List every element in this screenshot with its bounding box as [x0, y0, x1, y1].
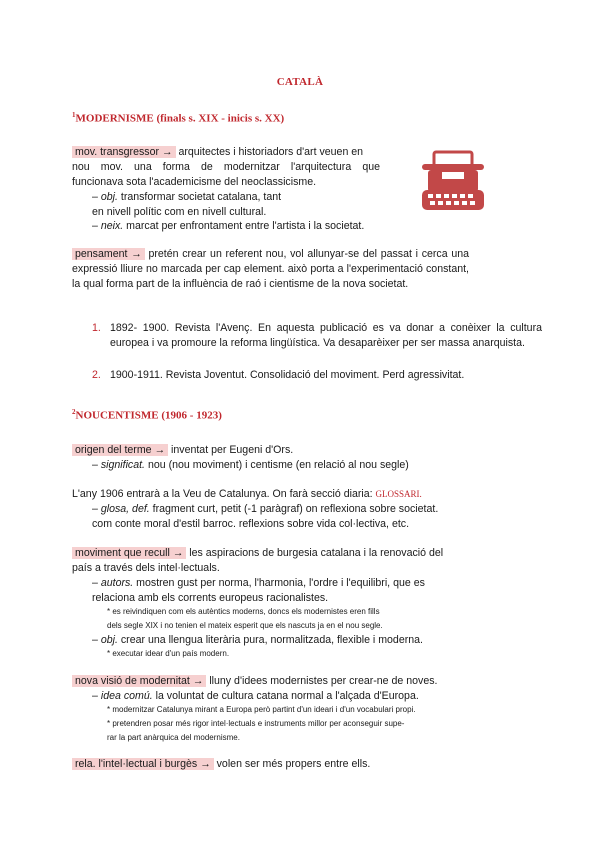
origen-text: inventat per Eugeni d'Ors.: [168, 444, 294, 456]
rela-label: rela. l'intel·lectual i burgès →: [72, 758, 214, 770]
note-pretendren-2: rar la part anàrquica del modernisme.: [107, 733, 240, 742]
dash: –: [92, 503, 101, 515]
obj-line-2: en nivell polític com en nivell cultural.: [92, 206, 267, 218]
rela-line: [72, 757, 370, 771]
idea-label: idea comú.: [100, 690, 153, 702]
moviment-label: moviment que recull →: [72, 547, 186, 559]
note-moderns-2: dels segle XIX i no tenien el mateix esperit que els nascuts ja en el nou segle.: [107, 621, 383, 630]
section-number: 2: [72, 408, 76, 416]
mov-transgressor-label: mov. transgressor →: [72, 146, 176, 158]
note-modernitzar: * modernitzar Catalunya mirant a Europa però partint d'un ideari i d'un vocabulari propi.: [107, 705, 416, 714]
pensament-text: pretén crear un referent nou, vol allunyar-se del passat i cerca una expressió lliure no marcada per cap element. això porta a l'experimentació constant, la qual forma part de la influència de raó i cientisme de la nova societat.: [72, 248, 470, 290]
mov-transgressor-text: arquitectes i historiadors d'art veuen en: [178, 146, 364, 158]
section-heading-modernisme: [72, 111, 284, 125]
origen-label: origen del terme →: [72, 444, 168, 456]
moviment-text: les aspiracions de burgesia catalana i la renovació del: [186, 547, 444, 559]
obj-line: [92, 190, 281, 204]
origen-line: [72, 443, 293, 457]
list-number-2: 2.: [92, 369, 101, 381]
neix-label: neix.: [100, 220, 124, 232]
list-item-2: 1900-1911. Revista Joventut. Consolidació del moviment. Perd agressivitat.: [110, 369, 465, 381]
note-moderns-1: * es reivindiquen com els autèntics moderns, doncs els modernistes eren fills: [107, 607, 380, 616]
section-heading-text: NOUCENTISME (1906 - 1923): [75, 409, 222, 422]
glosa-text: fragment curt, petit (-1 paràgraf) on reflexiona sobre societat.: [149, 503, 439, 515]
glosa-label: glosa, def.: [100, 503, 150, 515]
mov-transgressor-line-3: funcionava sota l'academicisme del neoclassicisme.: [72, 176, 317, 188]
moviment-line-2: país a través dels intel·lectuals.: [72, 562, 220, 574]
glosa-line: [92, 502, 438, 516]
any-1906-text: L'any 1906 entrarà a la Veu de Catalunya. On farà secció diaria:: [72, 488, 376, 500]
dash: –: [92, 191, 101, 203]
visio-line: [72, 674, 437, 688]
typewriter-icon: [418, 150, 488, 212]
idea-line: [92, 689, 419, 703]
any-1906-line: [72, 487, 422, 501]
dash: –: [92, 690, 101, 702]
moviment-line: [72, 546, 443, 560]
pensament-label: pensament →: [72, 248, 145, 260]
note-pretendren-1: * pretendren posar més rigor intel·lectuals e instruments millor per aconseguir supe-: [107, 719, 405, 728]
obj-label: obj.: [100, 634, 118, 646]
autors-text: mostren gust per norma, l'harmonia, l'ordre i l'equilibri, que es: [133, 577, 425, 589]
autors-label: autors.: [100, 577, 134, 589]
autors-line: [92, 576, 425, 590]
glossari-label: GLOSSARI.: [375, 489, 422, 499]
section-heading-noucentisme: [72, 408, 222, 422]
significat-label: significat.: [100, 459, 146, 471]
visio-text: lluny d'idees modernistes per crear-ne de noves.: [206, 675, 438, 687]
dash: –: [92, 634, 101, 646]
dash: –: [92, 220, 101, 232]
obj-line-noucentisme: [92, 633, 423, 647]
section-number: 1: [72, 111, 76, 119]
glosa-line-2: com conte moral d'estil barroc. reflexions sobre vida col·lectiva, etc.: [92, 518, 410, 530]
list-number-1: 1.: [92, 322, 101, 334]
mov-transgressor-line: [72, 145, 363, 159]
visio-label: nova visió de modernitat →: [72, 675, 206, 687]
obj-text: crear una llengua literària pura, normalitzada, flexible i moderna.: [117, 634, 423, 646]
rela-text: volen ser més propers entre ells.: [213, 758, 371, 770]
mov-transgressor-line-2: nou mov. una forma de modernitzar l'arquitectura que: [72, 161, 380, 173]
significat-line: [92, 458, 409, 472]
section-heading-text: MODERNISME (finals s. XIX - inicis s. XX): [75, 112, 285, 125]
pensament-paragraph: [72, 247, 469, 292]
dash: –: [92, 577, 101, 589]
obj-text: transformar societat catalana, tant: [117, 191, 282, 203]
dash: –: [92, 459, 101, 471]
autors-line-2: relaciona amb els corrents europeus racionalistes.: [92, 592, 329, 604]
page-title: CATALÀ: [276, 76, 324, 88]
idea-text: la voluntat de cultura catana normal a l'alçada d'Europa.: [152, 690, 419, 702]
significat-text: nou (nou moviment) i centisme (en relació al nou segle): [145, 459, 409, 471]
note-executar: * executar idear d'un país modern.: [107, 649, 230, 658]
neix-text: marcat per enfrontament entre l'artista i la societat.: [123, 220, 365, 232]
list-item-1: 1892- 1900. Revista l'Avenç. En aquesta publicació es va donar a conèixer la cultura europea i va promoure la reforma lingüística. Va desaparèixer per ser massa anarquista.: [110, 322, 542, 349]
neix-line: [92, 219, 364, 233]
obj-label: obj.: [100, 191, 118, 203]
